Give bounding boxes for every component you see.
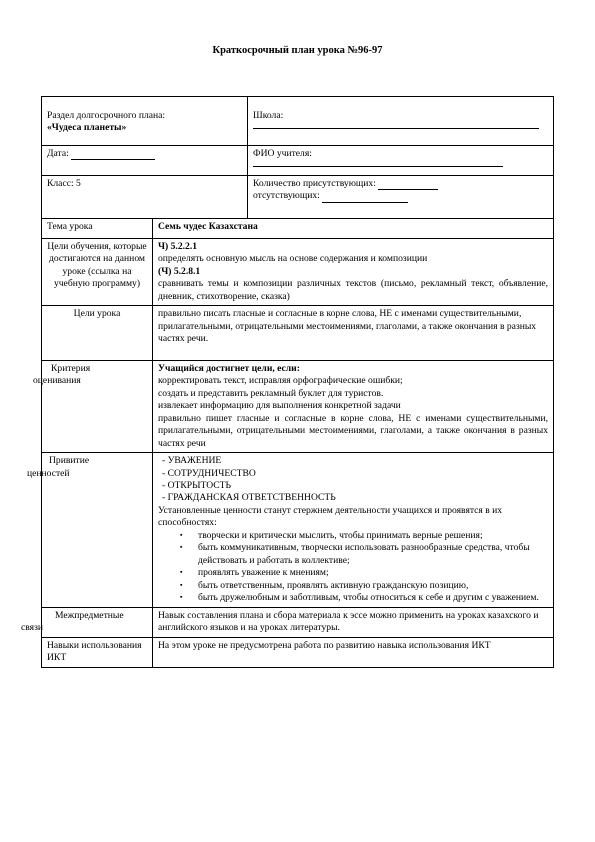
goal-text-2: сравнивать темы и композиции различных текстов (письмо, рекламный текст, объявление, дневник, стихотворение, сказка) [158, 278, 549, 302]
list-item: ▪ творчески и критически мыслить, чтобы принимать верные решения; [198, 530, 548, 542]
topic-label: Тема урока [42, 219, 153, 239]
absent-line [322, 202, 408, 203]
present-label: Количество присутствующих: [253, 178, 376, 189]
criteria-label-2: оценивания [33, 375, 81, 387]
teacher-label: ФИО учителя: [253, 148, 312, 159]
values-cell [153, 453, 554, 608]
school-label: Школа: [253, 110, 284, 121]
lesson-plan-table [21, 96, 554, 668]
list-item: ▪ быть ответственным, проявлять активную гражданскую позицию, [198, 580, 548, 592]
attendance-cell [248, 176, 554, 219]
list-item: - УВАЖЕНИЕ [162, 455, 548, 467]
inter-label-1: Межпредметные [55, 609, 124, 621]
values-bullets [158, 530, 548, 605]
ict-label: Навыки использования ИКТ [42, 637, 153, 667]
list-item: - ГРАЖДАНСКАЯ ОТВЕТСТВЕННОСТЬ [162, 492, 548, 504]
table-row [42, 637, 554, 667]
lesson-goals-label: Цели урока [42, 306, 153, 360]
date-label: Дата: [47, 148, 69, 159]
values-label-1: Привитие [49, 455, 90, 467]
criteria-label-1: Критерия [51, 362, 91, 374]
goal-text-1: определять основную мысль на основе содержания и композиции [158, 253, 428, 265]
list-item: - СОТРУДНИЧЕСТВО [162, 468, 548, 480]
criteria-item: корректировать текст, исправляя орфографические ошибки; [158, 375, 403, 387]
inter-label-cell [21, 607, 153, 637]
date-cell [42, 146, 248, 176]
class-label: Класс: 5 [47, 178, 81, 189]
list-item: ▪ быть дружелюбным и заботливым, чтобы относиться к себе и другим с уважением. [198, 592, 548, 604]
list-item: ▪ быть коммуникативным, творчески использовать разнообразные средства, чтобы действовать и работать в коллективе; [198, 542, 548, 567]
criteria-item: правильно пишет гласные и согласные в корне слова, НЕ с именами существительными, прилагательными, отрицательными местоимениями, глаголами, а также окончания в разных частях речи [158, 412, 549, 449]
table-row [42, 219, 554, 239]
table-row [42, 306, 554, 360]
values-list [158, 455, 548, 505]
section-value: «Чудеса планеты» [47, 122, 127, 134]
criteria-item: создать и представить рекламный буклет для туристов. [158, 387, 384, 399]
table-row [42, 360, 554, 452]
list-item: ▪ проявлять уважение к мнениям; [198, 567, 548, 579]
school-line [253, 122, 539, 129]
values-intro: Установленные ценности станут стержнем деятельности учащихся и проявятся в их способностях: [158, 504, 503, 529]
learning-goals-label: Цели обучения, которые достигаются на данном уроке (ссылка на учебную программу) [42, 239, 153, 306]
teacher-cell [248, 146, 554, 176]
criteria-head: Учащийся достигнет цели, если: [158, 362, 300, 374]
table-row [42, 453, 554, 608]
page-title: Краткосрочный план урока №96-97 [212, 45, 383, 56]
learning-goals-cell [153, 239, 554, 306]
lesson-goals-text: правильно писать гласные и согласные в корне слова, НЕ с именами существительными, прилагательными, отрицательными местоимениями, глаголами, а также окончания в разных частях речи. [153, 306, 554, 360]
table-row [42, 146, 554, 176]
section-cell [42, 97, 248, 146]
date-line [71, 159, 155, 160]
table-row [42, 97, 554, 146]
criteria-cell [153, 360, 554, 452]
values-label-cell [27, 453, 153, 608]
criteria-label-cell [33, 360, 153, 452]
values-label-2: ценностей [27, 467, 70, 479]
inter-label-2: связи [21, 622, 43, 634]
ict-text: На этом уроке не предусмотрена работа по развитию навыка использования ИКТ [153, 637, 554, 667]
list-item: - ОТКРЫТОСТЬ [162, 480, 548, 492]
topic-value: Семь чудес Казахстана [153, 219, 554, 239]
inter-text: Навык составления плана и сбора материала к эссе можно применить на уроках казахского и английского языков и на уроках литературы. [153, 607, 554, 637]
goal-code-1: Ч) 5.2.2.1 [158, 241, 198, 252]
section-label: Раздел долгосрочного плана: [47, 110, 166, 121]
table-row [42, 239, 554, 306]
teacher-line [253, 160, 503, 167]
goal-code-2: (Ч) 5.2.8.1 [158, 265, 201, 277]
class-cell [42, 176, 248, 219]
table-row [42, 176, 554, 219]
criteria-item: извлекает информацию для выполнения конкретной задачи [158, 400, 401, 412]
school-cell [248, 97, 554, 146]
absent-label: отсутствующих: [253, 190, 320, 202]
table-row [42, 607, 554, 637]
